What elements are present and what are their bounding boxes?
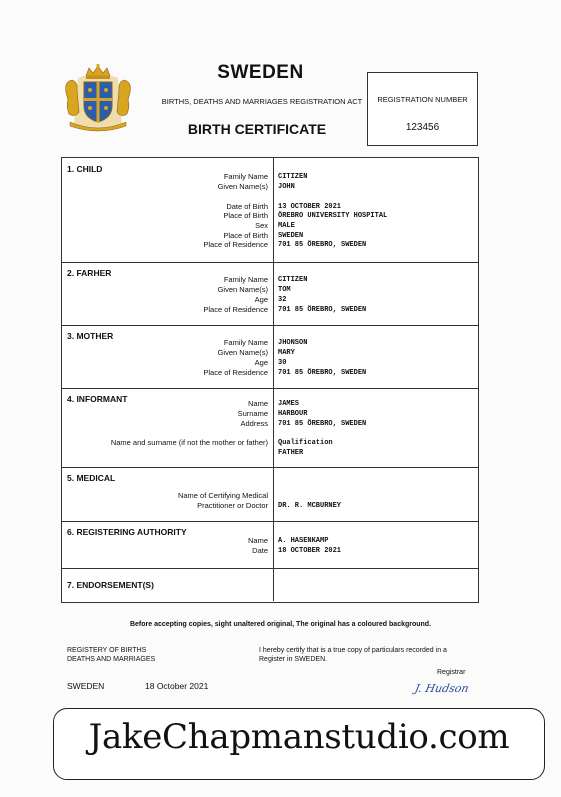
section-mother [62,325,478,389]
field-label: Place of Residence [203,305,268,314]
field-label: Place of Birth [223,211,268,220]
certify-line-2: Register in SWEDEN. [259,656,328,663]
field-label: Name of Certifying Medical [177,491,268,500]
field-value: DR. R. MCBURNEY [278,502,342,510]
field-value: CITIZEN [278,276,308,284]
registration-number-box [367,72,478,146]
field-value: 701 85 ÖREBRO, SWEDEN [278,420,367,428]
column-divider [273,568,274,601]
column-divider [273,467,274,521]
field-value: 701 85 ÖREBRO, SWEDEN [278,306,367,314]
section-heading: 2. FARHER [67,268,112,278]
registrar-label: Registrar [437,669,466,676]
field-label: Given Name(s) [217,285,268,294]
field-value: 30 [278,359,287,367]
section-endorsement [62,568,478,601]
section-registering-authority [62,521,478,569]
section-heading: 7. ENDORSEMENT(S) [67,580,154,590]
field-label: Practitioner or Doctor [197,501,268,510]
field-value: MALE [278,222,295,230]
field-label: Place of Residence [203,368,268,377]
certificate-title: BIRTH CERTIFICATE [187,121,327,137]
issue-place: SWEDEN [67,681,105,691]
column-divider [273,262,274,325]
field-label: Surname [237,409,268,418]
certificate-table [61,157,479,603]
original-warning-note: Before accepting copies, sight unaltered original, The original has a coloured background. [129,621,432,628]
field-label: Age [254,295,268,304]
field-value: ÖREBRO UNIVERSITY HOSPITAL [278,212,388,220]
qualification-label: Qualification [278,439,333,447]
field-label: Sex [255,221,268,230]
field-label: Place of Birth [223,231,268,240]
section-heading: 6. REGISTERING AUTHORITY [67,527,187,537]
watermark-text: JakeChapmanstudio.com [88,717,510,757]
section-heading: 3. MOTHER [67,331,114,341]
registration-number-label: REGISTRATION NUMBER [377,95,468,104]
field-label: Name [247,536,268,545]
field-value: CITIZEN [278,173,308,181]
section-heading: 5. MEDICAL [67,473,116,483]
field-value: JHONSON [278,339,308,347]
field-value: MARY [278,349,295,357]
field-label: Place of Residence [203,240,268,249]
field-label: Date of Birth [226,202,268,211]
field-label: Name [247,399,268,408]
field-label: Address [240,419,268,428]
field-value: JOHN [278,183,295,191]
column-divider [273,158,274,262]
field-label: Given Name(s) [217,348,268,357]
field-value: 13 OCTOBER 2021 [278,203,342,211]
field-value: TOM [278,286,291,294]
field-label: Family Name [223,338,268,347]
registration-number-value: 123456 [405,122,440,133]
field-label: Given Name(s) [217,182,268,191]
field-value: HARBOUR [278,410,308,418]
field-label: Date [252,546,268,555]
section-heading: 4. INFORMANT [67,394,128,404]
field-value: 701 85 ÖREBRO, SWEDEN [278,241,367,249]
column-divider [273,521,274,568]
relation-label: Name and surname (if not the mother or father) [110,438,268,447]
registry-line-1: REGISTERY OF BIRTHS [67,647,147,654]
act-subtitle: BIRTHS, DEATHS AND MARRIAGES REGISTRATION ACT [161,97,363,106]
certify-line-1: I hereby certify that is a true copy of particulars recorded in a [259,647,447,654]
watermark-banner [53,708,545,780]
column-divider [273,325,274,388]
issue-date: 18 October 2021 [145,681,209,691]
field-value: JAMES [278,400,300,408]
section-heading: 1. CHILD [67,164,103,174]
field-value: SWEDEN [278,232,304,240]
field-label: Family Name [223,275,268,284]
country-title: SWEDEN [217,62,304,83]
field-label: Family Name [223,172,268,181]
registrar-signature: J. Hudson [413,682,471,695]
field-value: A. HASENKAMP [278,537,329,545]
registry-line-2: DEATHS AND MARRIAGES [67,656,156,663]
field-value: 32 [278,296,287,304]
column-divider [273,388,274,467]
field-value: 701 85 ÖREBRO, SWEDEN [278,369,367,377]
section-father [62,262,478,326]
field-value: 18 OCTOBER 2021 [278,547,342,555]
field-label: Age [254,358,268,367]
qualification-value: FATHER [278,449,304,457]
section-informant [62,388,478,468]
section-medical [62,467,478,522]
section-child [62,158,478,263]
